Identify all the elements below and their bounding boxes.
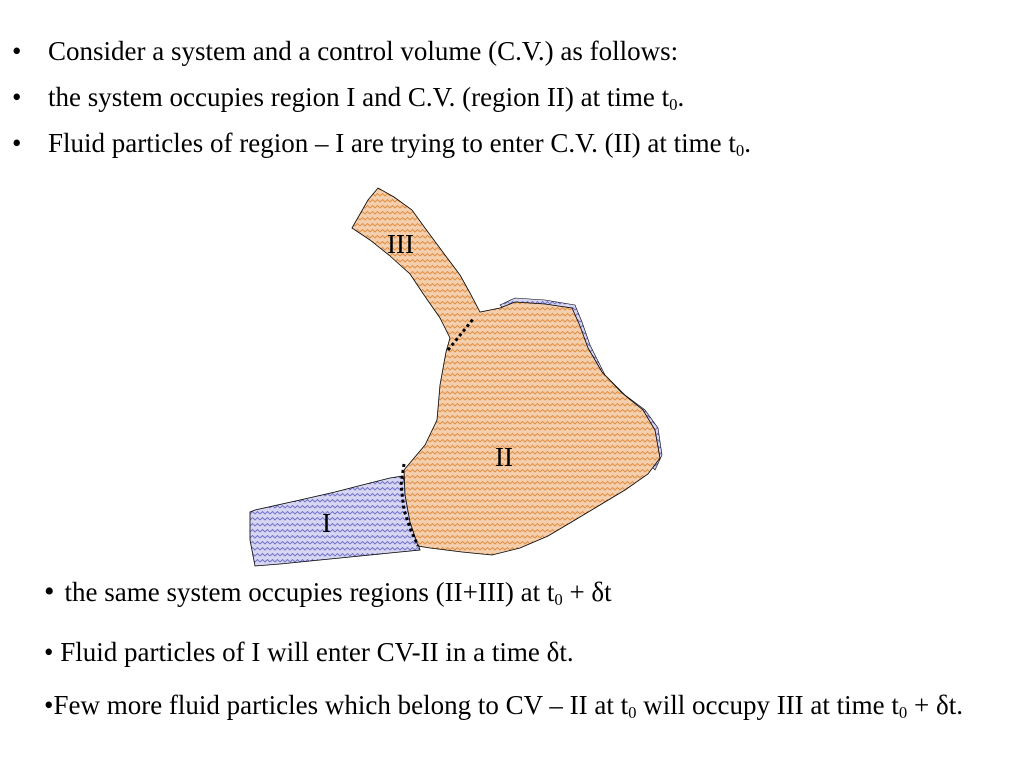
bullet-text: the system occupies region I and C.V. (region II) at time t: [48, 82, 670, 112]
subscript-zero: 0: [554, 590, 563, 610]
bullet-fluid-occupy-three: [44, 688, 1004, 722]
region-one-inflow: [250, 476, 420, 566]
bullet-text: Consider a system and a control volume (C.V.) as follows:: [48, 36, 679, 66]
bullet-marker: •: [12, 36, 22, 66]
bullet-fluid-enter-cv: [44, 632, 1004, 672]
bullet-text-end: .: [744, 128, 751, 158]
region-two-label: II: [495, 442, 513, 472]
bullet-system-after-dt: [44, 572, 1004, 612]
bullet-text: •Few more fluid particles which belong to CV – II at t: [44, 690, 629, 720]
bullet-text: the same system occupies regions (II+III) at t: [64, 577, 555, 607]
bullet-text-end: + δt.: [907, 690, 963, 720]
region-three-label: III: [387, 229, 414, 259]
bullet-text-mid: will occupy III at time t: [636, 690, 899, 720]
region-one-label: I: [322, 508, 331, 538]
subscript-zero: 0: [628, 703, 637, 723]
subscript-zero: 0: [735, 141, 745, 161]
bullet-text: • Fluid particles of I will enter CV-II in a time δt.: [44, 637, 574, 667]
subscript-zero: 0: [669, 95, 678, 115]
bullet-text: Fluid particles of region – I are trying to enter C.V. (II) at time t: [48, 128, 736, 158]
bullet-marker: •: [44, 575, 55, 608]
bullet-marker: •: [12, 128, 22, 158]
bullet-text-end: .: [677, 82, 685, 112]
bullet-text-end: + δt: [562, 577, 612, 607]
subscript-zero: 0: [898, 703, 908, 723]
bullet-marker: •: [12, 82, 22, 112]
